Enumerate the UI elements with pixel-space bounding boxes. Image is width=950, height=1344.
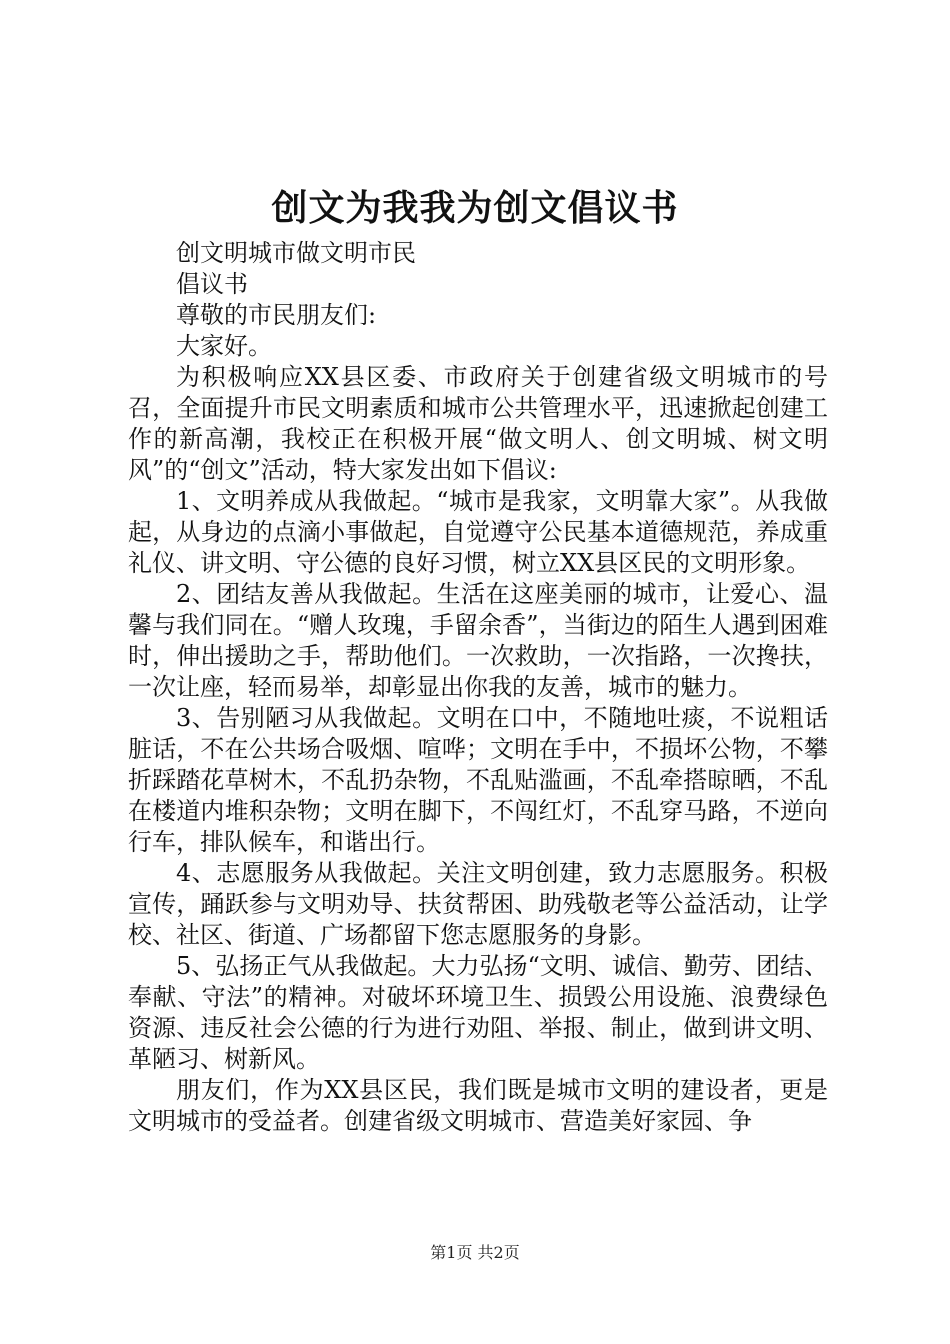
document-body: [128, 238, 828, 1137]
paragraph-intro: 为积极响应XX县区委、市政府关于创建省级文明城市的号召，全面提升市民文明素质和城市公共管理水平，迅速掀起创建工作的新高潮，我校正在积极开展“做文明人、创文明城、树文明风”的“创文”活动，特大家发出如下倡议:: [128, 363, 828, 484]
paragraph-heading: 倡议书: [176, 270, 248, 298]
paragraph-closing: 朋友们，作为XX县区民，我们既是城市文明的建设者，更是文明城市的受益者。创建省级文明城市、营造美好家园、争: [128, 1076, 828, 1135]
page-footer: 第1页 共2页: [430, 1243, 520, 1262]
paragraph-item-3: 3、告别陋习从我做起。文明在口中，不随地吐痰，不说粗话脏话，不在公共场合吸烟、喧哗；文明在手中，不损坏公物，不攀折踩踏花草树木，不乱扔杂物，不乱贴滥画，不乱牵搭晾晒，不乱在楼道内堆积杂物；文明在脚下，不闯红灯，不乱穿马路，不逆向行车，排队候车，和谐出行。: [128, 704, 828, 856]
paragraph-greeting: 大家好。: [176, 332, 272, 360]
paragraph-item-5: 5、弘扬正气从我做起。大力弘扬“文明、诚信、勤劳、团结、奉献、守法”的精神。对破坏环境卫生、损毁公用设施、浪费绿色资源、违反社会公德的行为进行劝阻、举报、制止，做到讲文明、革陋习、树新风。: [128, 952, 828, 1073]
document-title: 创文为我我为创文倡议书: [271, 187, 679, 229]
paragraph-salutation: 尊敬的市民朋友们:: [176, 301, 377, 329]
paragraph-subtitle: 创文明城市做文明市民: [176, 239, 416, 267]
paragraph-item-2: 2、团结友善从我做起。生活在这座美丽的城市，让爱心、温馨与我们同在。“赠人玫瑰，手留余香”，当街边的陌生人遇到困难时，伸出援助之手，帮助他们。一次救助，一次指路，一次搀扶，一次让座，轻而易举，却彰显出你我的友善，城市的魅力。: [128, 580, 828, 701]
paragraph-item-1: 1、文明养成从我做起。“城市是我家，文明靠大家”。从我做起，从身边的点滴小事做起，自觉遵守公民基本道德规范，养成重礼仪、讲文明、守公德的良好习惯，树立XX县区民的文明形象。: [128, 487, 828, 577]
paragraph-item-4: 4、志愿服务从我做起。关注文明创建，致力志愿服务。积极宣传，踊跃参与文明劝导、扶贫帮困、助残敬老等公益活动，让学校、社区、街道、广场都留下您志愿服务的身影。: [128, 859, 828, 949]
